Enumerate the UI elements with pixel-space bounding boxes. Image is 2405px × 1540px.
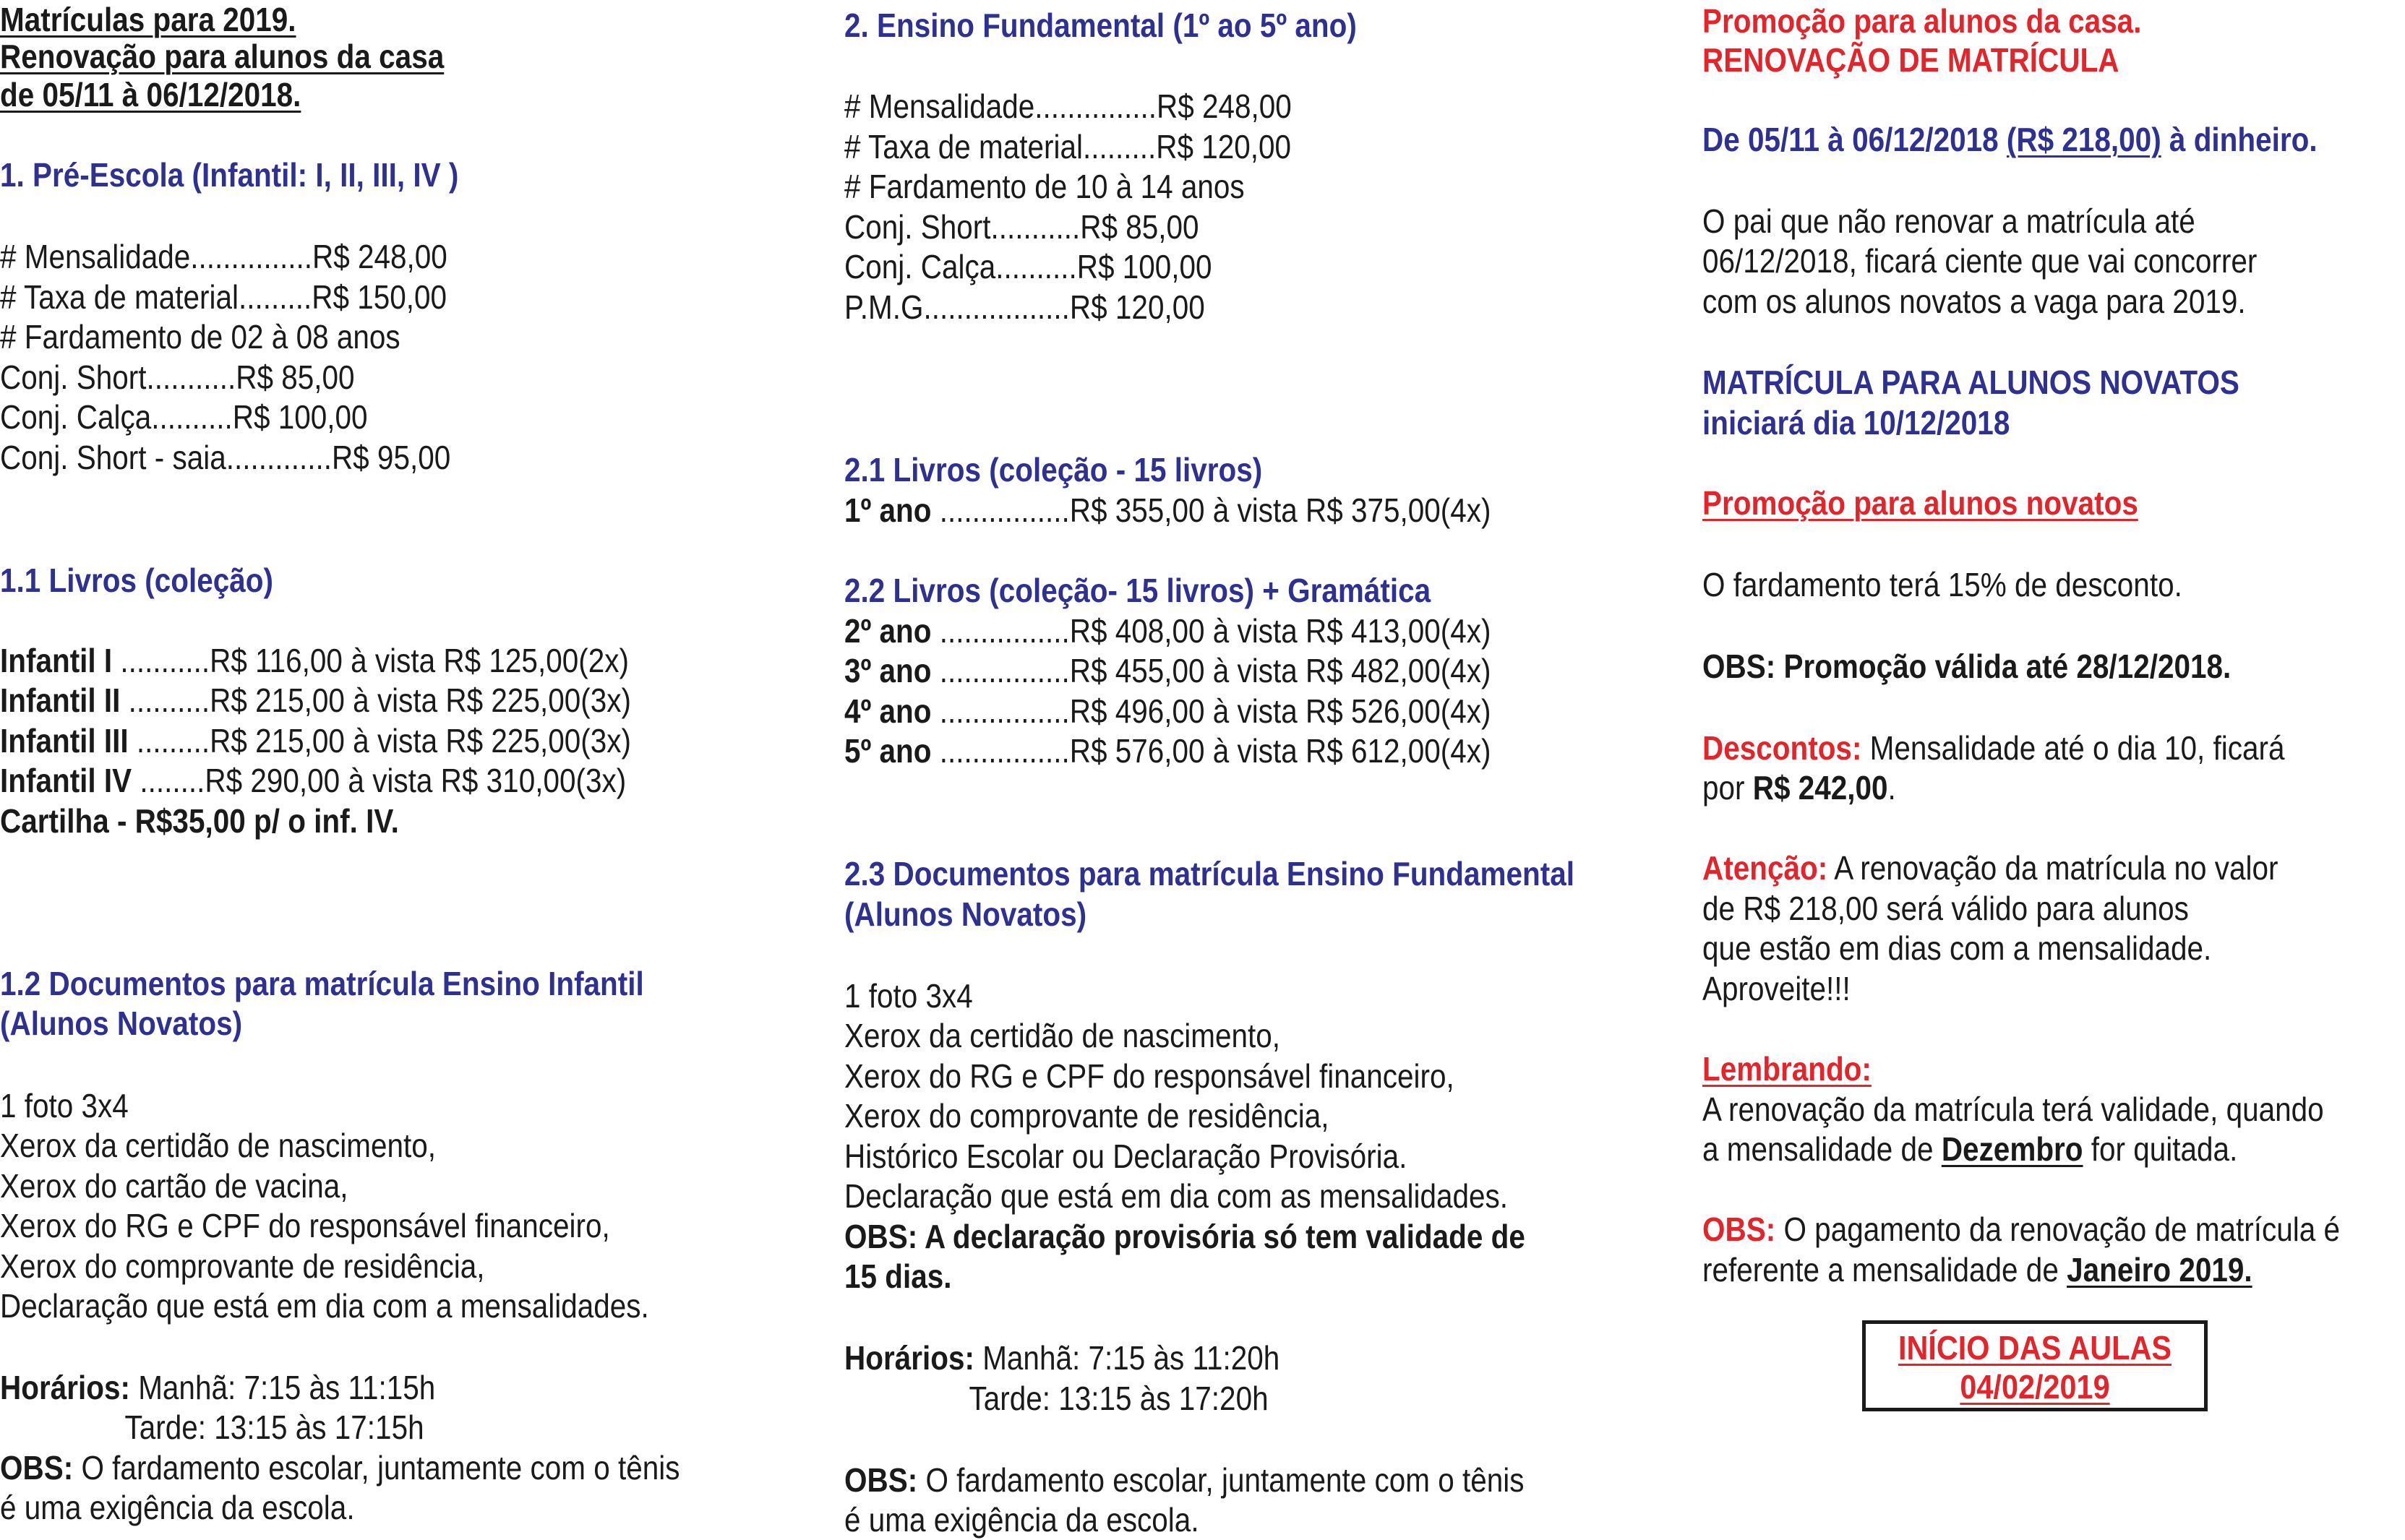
book-price-row xyxy=(844,692,1491,731)
book-price-text: ................R$ 355,00 à vista R$ 375,00(4x) xyxy=(931,491,1491,529)
preschool-fee-line: Conj. Calça..........R$ 100,00 xyxy=(0,398,368,436)
classes-start-label: INÍCIO DAS AULAS xyxy=(1898,1329,2172,1367)
elementary-docs-heading-line-1: 2.3 Documentos para matrícula Ensino Fundamental xyxy=(844,855,1574,892)
book-price-text: ................R$ 576,00 à vista R$ 612,00(4x) xyxy=(931,732,1491,770)
attention-line-4: Aproveite!!! xyxy=(1702,970,1851,1007)
schedule-morning-text: Manhã: 7:15 às 11:20h xyxy=(974,1339,1280,1377)
elementary-docs-heading-line-2: (Alunos Novatos) xyxy=(844,895,1087,933)
attention-line xyxy=(1702,848,2278,887)
schedule-label: Horários: xyxy=(844,1339,974,1377)
discounts-line-2-suffix: . xyxy=(1887,769,1896,806)
new-students-heading: MATRÍCULA PARA ALUNOS NOVATOS xyxy=(1702,364,2239,401)
uniform-note-line-2: é uma exigência da escola. xyxy=(0,1489,355,1526)
grade-label: 3º ano xyxy=(844,652,932,689)
uniform-discount: O fardamento terá 15% de desconto. xyxy=(1702,566,2182,603)
obs-label: OBS: xyxy=(0,1449,74,1487)
attention-line-3: que estão em dias com a mensalidade. xyxy=(1702,929,2212,967)
reminder-month: Dezembro xyxy=(1941,1130,2083,1168)
classes-start-date: 04/02/2019 xyxy=(1960,1368,2110,1406)
preschool-fee-line: # Fardamento de 02 à 08 anos xyxy=(0,318,400,356)
book-price-text: ................R$ 408,00 à vista R$ 413,00(4x) xyxy=(931,612,1491,650)
grade-label: 5º ano xyxy=(844,732,932,770)
schedule-morning xyxy=(844,1338,1279,1377)
reminder-line-1: A renovação da matrícula terá validade, quando xyxy=(1702,1091,2324,1128)
provisional-declaration-note-line-2: 15 dias. xyxy=(844,1257,952,1295)
schedule-afternoon: Tarde: 13:15 às 17:20h xyxy=(969,1380,1269,1417)
renewal-warning-line: O pai que não renovar a matrícula até xyxy=(1702,202,2195,240)
reminder-label: Lembrando: xyxy=(1702,1050,1872,1088)
uniform-note xyxy=(0,1448,680,1487)
elementary-fee-line: # Fardamento de 10 à 14 anos xyxy=(844,168,1245,205)
preschool-books-heading: 1.1 Livros (coleção) xyxy=(0,562,273,599)
renewal-warning-line: com os alunos novatos a vaga para 2019. xyxy=(1702,283,2246,320)
preschool-fee-line: Conj. Short...........R$ 85,00 xyxy=(0,358,355,396)
payment-obs-text: O pagamento da renovação de matrícula é xyxy=(1775,1210,2341,1248)
grade-label: 4º ano xyxy=(844,692,932,730)
uniform-note-text: O fardamento escolar, juntamente com o tênis xyxy=(917,1461,1525,1499)
classes-start-box xyxy=(1862,1320,2208,1411)
elementary-books-heading: 2.1 Livros (coleção - 15 livros) xyxy=(844,451,1263,489)
document-item: Xerox da certidão de nascimento, xyxy=(0,1127,437,1164)
discounts-line-2-prefix: por xyxy=(1702,769,1753,806)
document-item: 1 foto 3x4 xyxy=(844,977,973,1015)
renewal-payment-method: à dinheiro. xyxy=(2161,121,2318,158)
book-price-text: ................R$ 496,00 à vista R$ 526,00(4x) xyxy=(931,692,1491,730)
elementary-heading: 2. Ensino Fundamental (1º ao 5º ano) xyxy=(844,7,1357,44)
payment-obs-line-2-prefix: referente a mensalidade de xyxy=(1702,1251,2067,1289)
preschool-heading: 1. Pré-Escola (Infantil: I, II, III, IV ) xyxy=(0,156,459,194)
book-price-row xyxy=(0,641,629,680)
schedule-label: Horários: xyxy=(0,1369,130,1406)
document-item: Xerox do comprovante de residência, xyxy=(844,1097,1329,1135)
preschool-fee-line: # Taxa de material.........R$ 150,00 xyxy=(0,278,447,316)
book-level-label: Infantil II xyxy=(0,681,121,719)
attention-label: Atenção: xyxy=(1702,849,1828,887)
elementary-fee-line: # Taxa de material.........R$ 120,00 xyxy=(844,128,1292,165)
schedule-morning-text: Manhã: 7:15 às 11:15h xyxy=(129,1369,436,1406)
cartilha-price: Cartilha - R$35,00 p/ o inf. IV. xyxy=(0,802,399,840)
document-item: Histórico Escolar ou Declaração Provisória. xyxy=(844,1137,1407,1175)
grade-label: 1º ano xyxy=(844,491,932,529)
document-item: Declaração que está em dia com a mensalidades. xyxy=(0,1287,649,1325)
preschool-fee-line: # Mensalidade...............R$ 248,00 xyxy=(0,238,447,275)
book-price-row xyxy=(844,731,1491,770)
elementary-books-grammar-heading: 2.2 Livros (coleção- 15 livros) + Gramática xyxy=(844,572,1431,609)
enrollment-title-line-2: Renovação para alunos da casa xyxy=(0,38,445,75)
obs-label: OBS: xyxy=(1702,1210,1776,1248)
renewal-title: RENOVAÇÃO DE MATRÍCULA xyxy=(1702,41,2119,79)
discounted-price: R$ 242,00 xyxy=(1752,769,1888,806)
renewal-price: (R$ 218,00) xyxy=(2006,121,2161,158)
document-item: Xerox do cartão de vacina, xyxy=(0,1167,348,1205)
document-item: 1 foto 3x4 xyxy=(0,1087,129,1124)
new-students-start-date: iniciará dia 10/12/2018 xyxy=(1702,404,2010,442)
document-item: Xerox do RG e CPF do responsável financeiro, xyxy=(0,1207,610,1244)
promo-new-students-heading: Promoção para alunos novatos xyxy=(1702,484,2138,522)
book-price-text: ........R$ 290,00 à vista R$ 310,00(3x) xyxy=(132,762,627,799)
grade-label: 2º ano xyxy=(844,612,932,650)
book-price-row xyxy=(844,491,1491,530)
discounts-label: Descontos: xyxy=(1702,729,1862,767)
renewal-period-text: De 05/11 à 06/12/2018 xyxy=(1702,121,2007,158)
elementary-fee-line: P.M.G..................R$ 120,00 xyxy=(844,288,1205,326)
book-level-label: Infantil I xyxy=(0,642,113,679)
provisional-declaration-note: OBS: A declaração provisória só tem validade de xyxy=(844,1218,1525,1255)
enrollment-title-line-1: Matrículas para 2019. xyxy=(0,1,296,38)
schedule-morning xyxy=(0,1368,435,1407)
book-price-text: ...........R$ 116,00 à vista R$ 125,00(2x) xyxy=(112,642,629,679)
book-level-label: Infantil IV xyxy=(0,762,132,799)
document-item: Xerox do comprovante de residência, xyxy=(0,1247,485,1285)
discounts-line xyxy=(1702,728,2285,767)
uniform-note-line-2: é uma exigência da escola. xyxy=(844,1501,1199,1539)
preschool-docs-heading-line-1: 1.2 Documentos para matrícula Ensino Infantil xyxy=(0,965,644,1002)
renewal-period xyxy=(1702,120,2318,159)
document-item: Xerox do RG e CPF do responsável financeiro, xyxy=(844,1057,1454,1095)
uniform-note-text: O fardamento escolar, juntamente com o tênis xyxy=(73,1449,680,1487)
payment-obs-month: Janeiro 2019. xyxy=(2067,1251,2252,1289)
discounts-line-2 xyxy=(1702,768,1896,807)
preschool-fee-line: Conj. Short - saia.............R$ 95,00 xyxy=(0,439,451,476)
promo-validity: OBS: Promoção válida até 28/12/2018. xyxy=(1702,648,2232,685)
preschool-docs-heading-line-2: (Alunos Novatos) xyxy=(0,1005,243,1042)
reminder-line-2 xyxy=(1702,1130,2237,1169)
attention-line-2: de R$ 218,00 será válido para alunos xyxy=(1702,890,2189,927)
reminder-line-2-prefix: a mensalidade de xyxy=(1702,1130,1942,1168)
payment-obs-line-2 xyxy=(1702,1250,2252,1289)
document-item: Xerox da certidão de nascimento, xyxy=(844,1017,1281,1054)
reminder-line-2-suffix: for quitada. xyxy=(2083,1130,2238,1168)
schedule-afternoon: Tarde: 13:15 às 17:15h xyxy=(124,1408,424,1446)
renewal-warning-line: 06/12/2018, ficará ciente que vai concorrer xyxy=(1702,242,2258,280)
uniform-note xyxy=(844,1461,1524,1500)
elementary-fee-line: Conj. Calça..........R$ 100,00 xyxy=(844,248,1212,285)
book-price-row xyxy=(0,721,631,760)
book-level-label: Infantil III xyxy=(0,722,129,760)
enrollment-title-line-3: de 05/11 à 06/12/2018. xyxy=(0,76,301,113)
elementary-fee-line: # Mensalidade...............R$ 248,00 xyxy=(844,87,1292,125)
payment-obs-line xyxy=(1702,1210,2340,1249)
book-price-text: ..........R$ 215,00 à vista R$ 225,00(3x) xyxy=(120,681,631,719)
book-price-row xyxy=(844,651,1491,690)
elementary-fee-line: Conj. Short...........R$ 85,00 xyxy=(844,208,1199,246)
promo-title: Promoção para alunos da casa. xyxy=(1702,2,2142,40)
document-item: Declaração que está em dia com as mensalidades. xyxy=(844,1177,1509,1215)
obs-label: OBS: xyxy=(844,1461,918,1499)
book-price-row xyxy=(844,611,1491,650)
book-price-row xyxy=(0,761,626,800)
discounts-text: Mensalidade até o dia 10, ficará xyxy=(1861,729,2285,767)
book-price-text: .........R$ 215,00 à vista R$ 225,00(3x) xyxy=(128,722,631,760)
attention-text: A renovação da matrícula no valor xyxy=(1827,849,2278,887)
book-price-text: ................R$ 455,00 à vista R$ 482,00(4x) xyxy=(931,652,1491,689)
book-price-row xyxy=(0,681,631,720)
